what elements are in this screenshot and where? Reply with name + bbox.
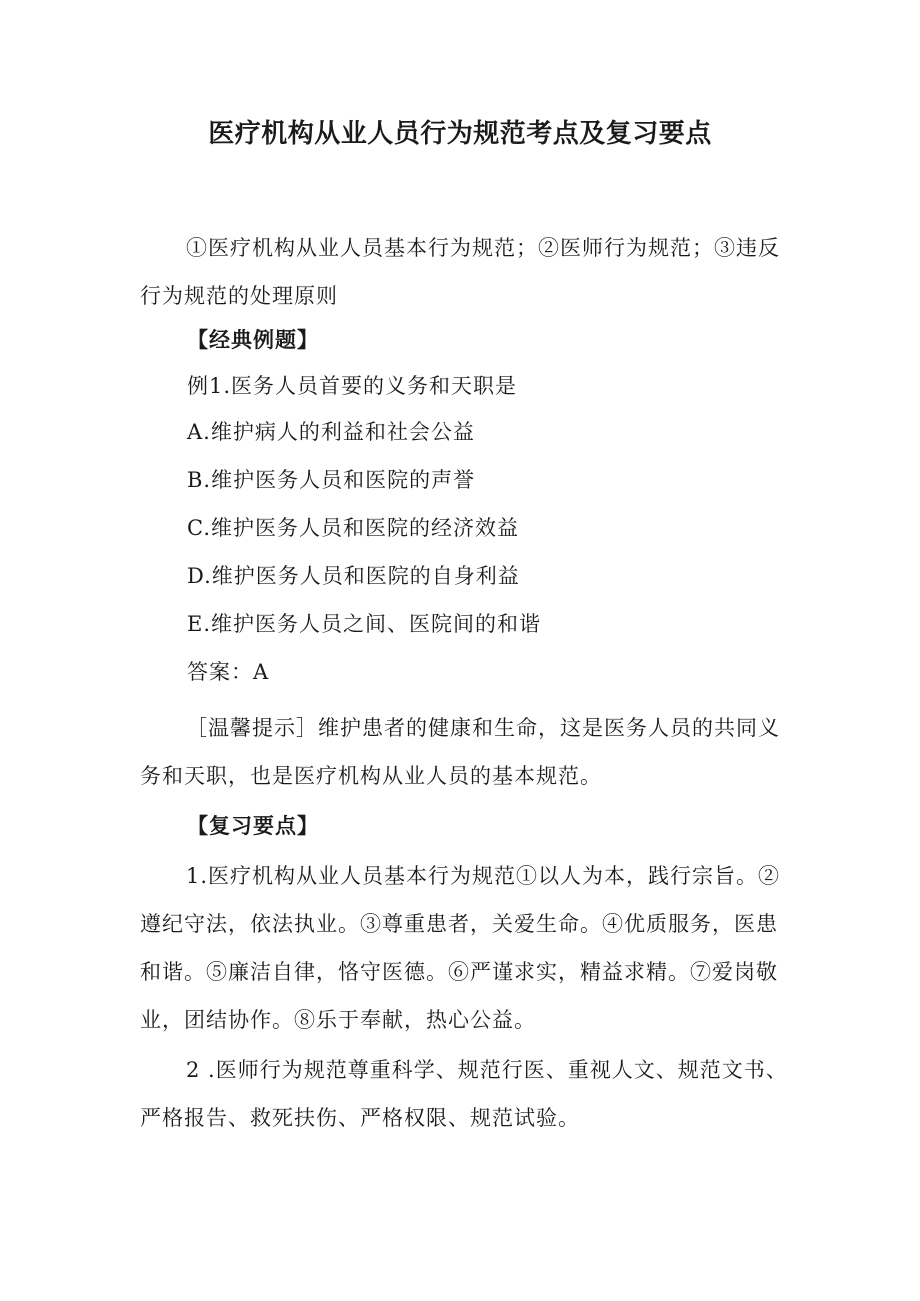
option-c: C.维护医务人员和医院的经济效益: [187, 516, 519, 540]
example-question: 例1.医务人员首要的义务和天职是: [187, 374, 518, 398]
option-b: B.维护医务人员和医院的声誉: [187, 468, 476, 492]
example-answer: 答案：A: [187, 660, 270, 684]
intro-paragraph: ①医疗机构从业人员基本行为规范；②医师行为规范；③违反行为规范的处理原则: [140, 236, 780, 308]
example-heading: 【经典例题】: [187, 328, 319, 352]
tip-paragraph: ［温馨提示］维护患者的健康和生命，这是医务人员的共同义务和天职，也是医疗机构从业人员的基本规范。: [140, 716, 780, 788]
option-a: A.维护病人的利益和社会公益: [187, 420, 475, 444]
option-d: D.维护医务人员和医院的自身利益: [187, 564, 520, 588]
review-point-2: 2 .医师行为规范尊重科学、规范行医、重视人文、规范文书、严格报告、救死扶伤、严格权限、规范试验。: [140, 1058, 788, 1130]
document-title: 医疗机构从业人员行为规范考点及复习要点: [208, 119, 712, 149]
option-e: E.维护医务人员之间、医院间的和谐: [187, 612, 542, 636]
review-point-1: 1.医疗机构从业人员基本行为规范①以人为本，践行宗旨。②遵纪守法，依法执业。③尊重患者，关爱生命。④优质服务，医患和谐。⑤廉洁自律，恪守医德。⑥严谨求实，精益求精。⑦爱岗敬业，团结协作。⑧乐于奉献，热心公益。: [140, 864, 781, 1032]
review-heading: 【复习要点】: [187, 814, 319, 838]
